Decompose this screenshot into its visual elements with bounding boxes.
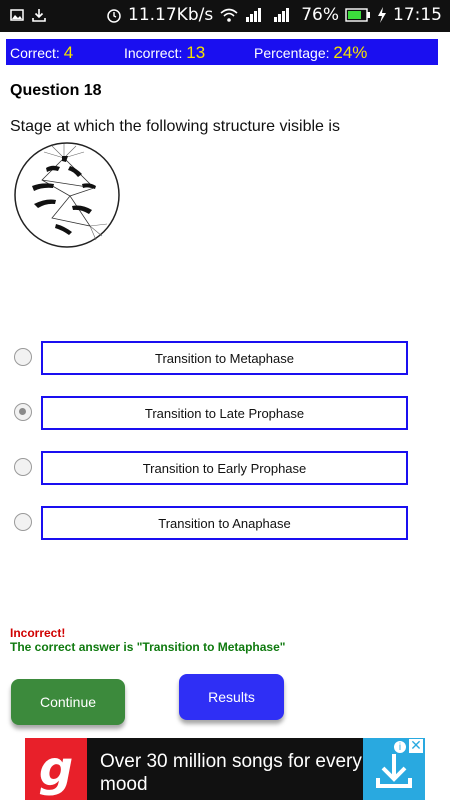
feedback-answer: The correct answer is "Transition to Metaphase" xyxy=(10,640,286,654)
option-4-button[interactable]: Transition to Anaphase xyxy=(41,506,408,540)
option-row-2 xyxy=(0,396,450,430)
incorrect-label: Incorrect: xyxy=(124,45,183,61)
continue-button[interactable]: Continue xyxy=(11,679,125,725)
score-bar xyxy=(6,39,438,65)
option-row-3 xyxy=(0,451,450,485)
ad-banner[interactable] xyxy=(25,738,425,800)
correct-score xyxy=(10,43,73,63)
incorrect-value: 13 xyxy=(186,43,206,62)
status-bar xyxy=(0,0,450,32)
percentage-score xyxy=(254,43,367,63)
feedback-status: Incorrect! xyxy=(10,626,66,640)
option-1-button[interactable]: Transition to Metaphase xyxy=(41,341,408,375)
ad-close-icon[interactable]: ✕ xyxy=(410,737,422,753)
option-row-1 xyxy=(0,341,450,375)
option-2-radio[interactable] xyxy=(14,403,32,421)
option-1-radio[interactable] xyxy=(14,348,32,366)
cell-diagram-image xyxy=(12,140,122,252)
alarm-icon xyxy=(106,7,122,23)
correct-label: Correct: xyxy=(10,45,60,61)
image-icon xyxy=(10,8,24,22)
battery-percent: 76% xyxy=(301,5,339,25)
download-icon xyxy=(32,8,46,22)
wifi-icon xyxy=(219,7,239,23)
charging-icon xyxy=(377,7,387,23)
incorrect-score xyxy=(124,43,205,63)
network-speed: 11.17Kb/s xyxy=(128,5,214,25)
percentage-label: Percentage: xyxy=(254,45,330,61)
question-title: Question 18 xyxy=(10,82,102,99)
option-2-button[interactable]: Transition to Late Prophase xyxy=(41,396,408,430)
option-3-button[interactable]: Transition to Early Prophase xyxy=(41,451,408,485)
percentage-value: 24% xyxy=(333,43,368,62)
results-button[interactable]: Results xyxy=(179,674,284,720)
signal-1-icon xyxy=(245,7,267,23)
option-3-radio[interactable] xyxy=(14,458,32,476)
signal-2-icon xyxy=(273,7,295,23)
ad-info-icon[interactable]: i xyxy=(393,740,407,754)
question-text: Stage at which the following structure visible is xyxy=(10,118,340,135)
correct-value: 4 xyxy=(63,43,74,62)
battery-icon xyxy=(345,8,371,22)
option-row-4 xyxy=(0,506,450,540)
clock: 17:15 xyxy=(393,5,442,25)
option-4-radio[interactable] xyxy=(14,513,32,531)
gaana-logo: g xyxy=(25,738,87,800)
ad-text: Over 30 million songs for every mood xyxy=(100,751,362,795)
